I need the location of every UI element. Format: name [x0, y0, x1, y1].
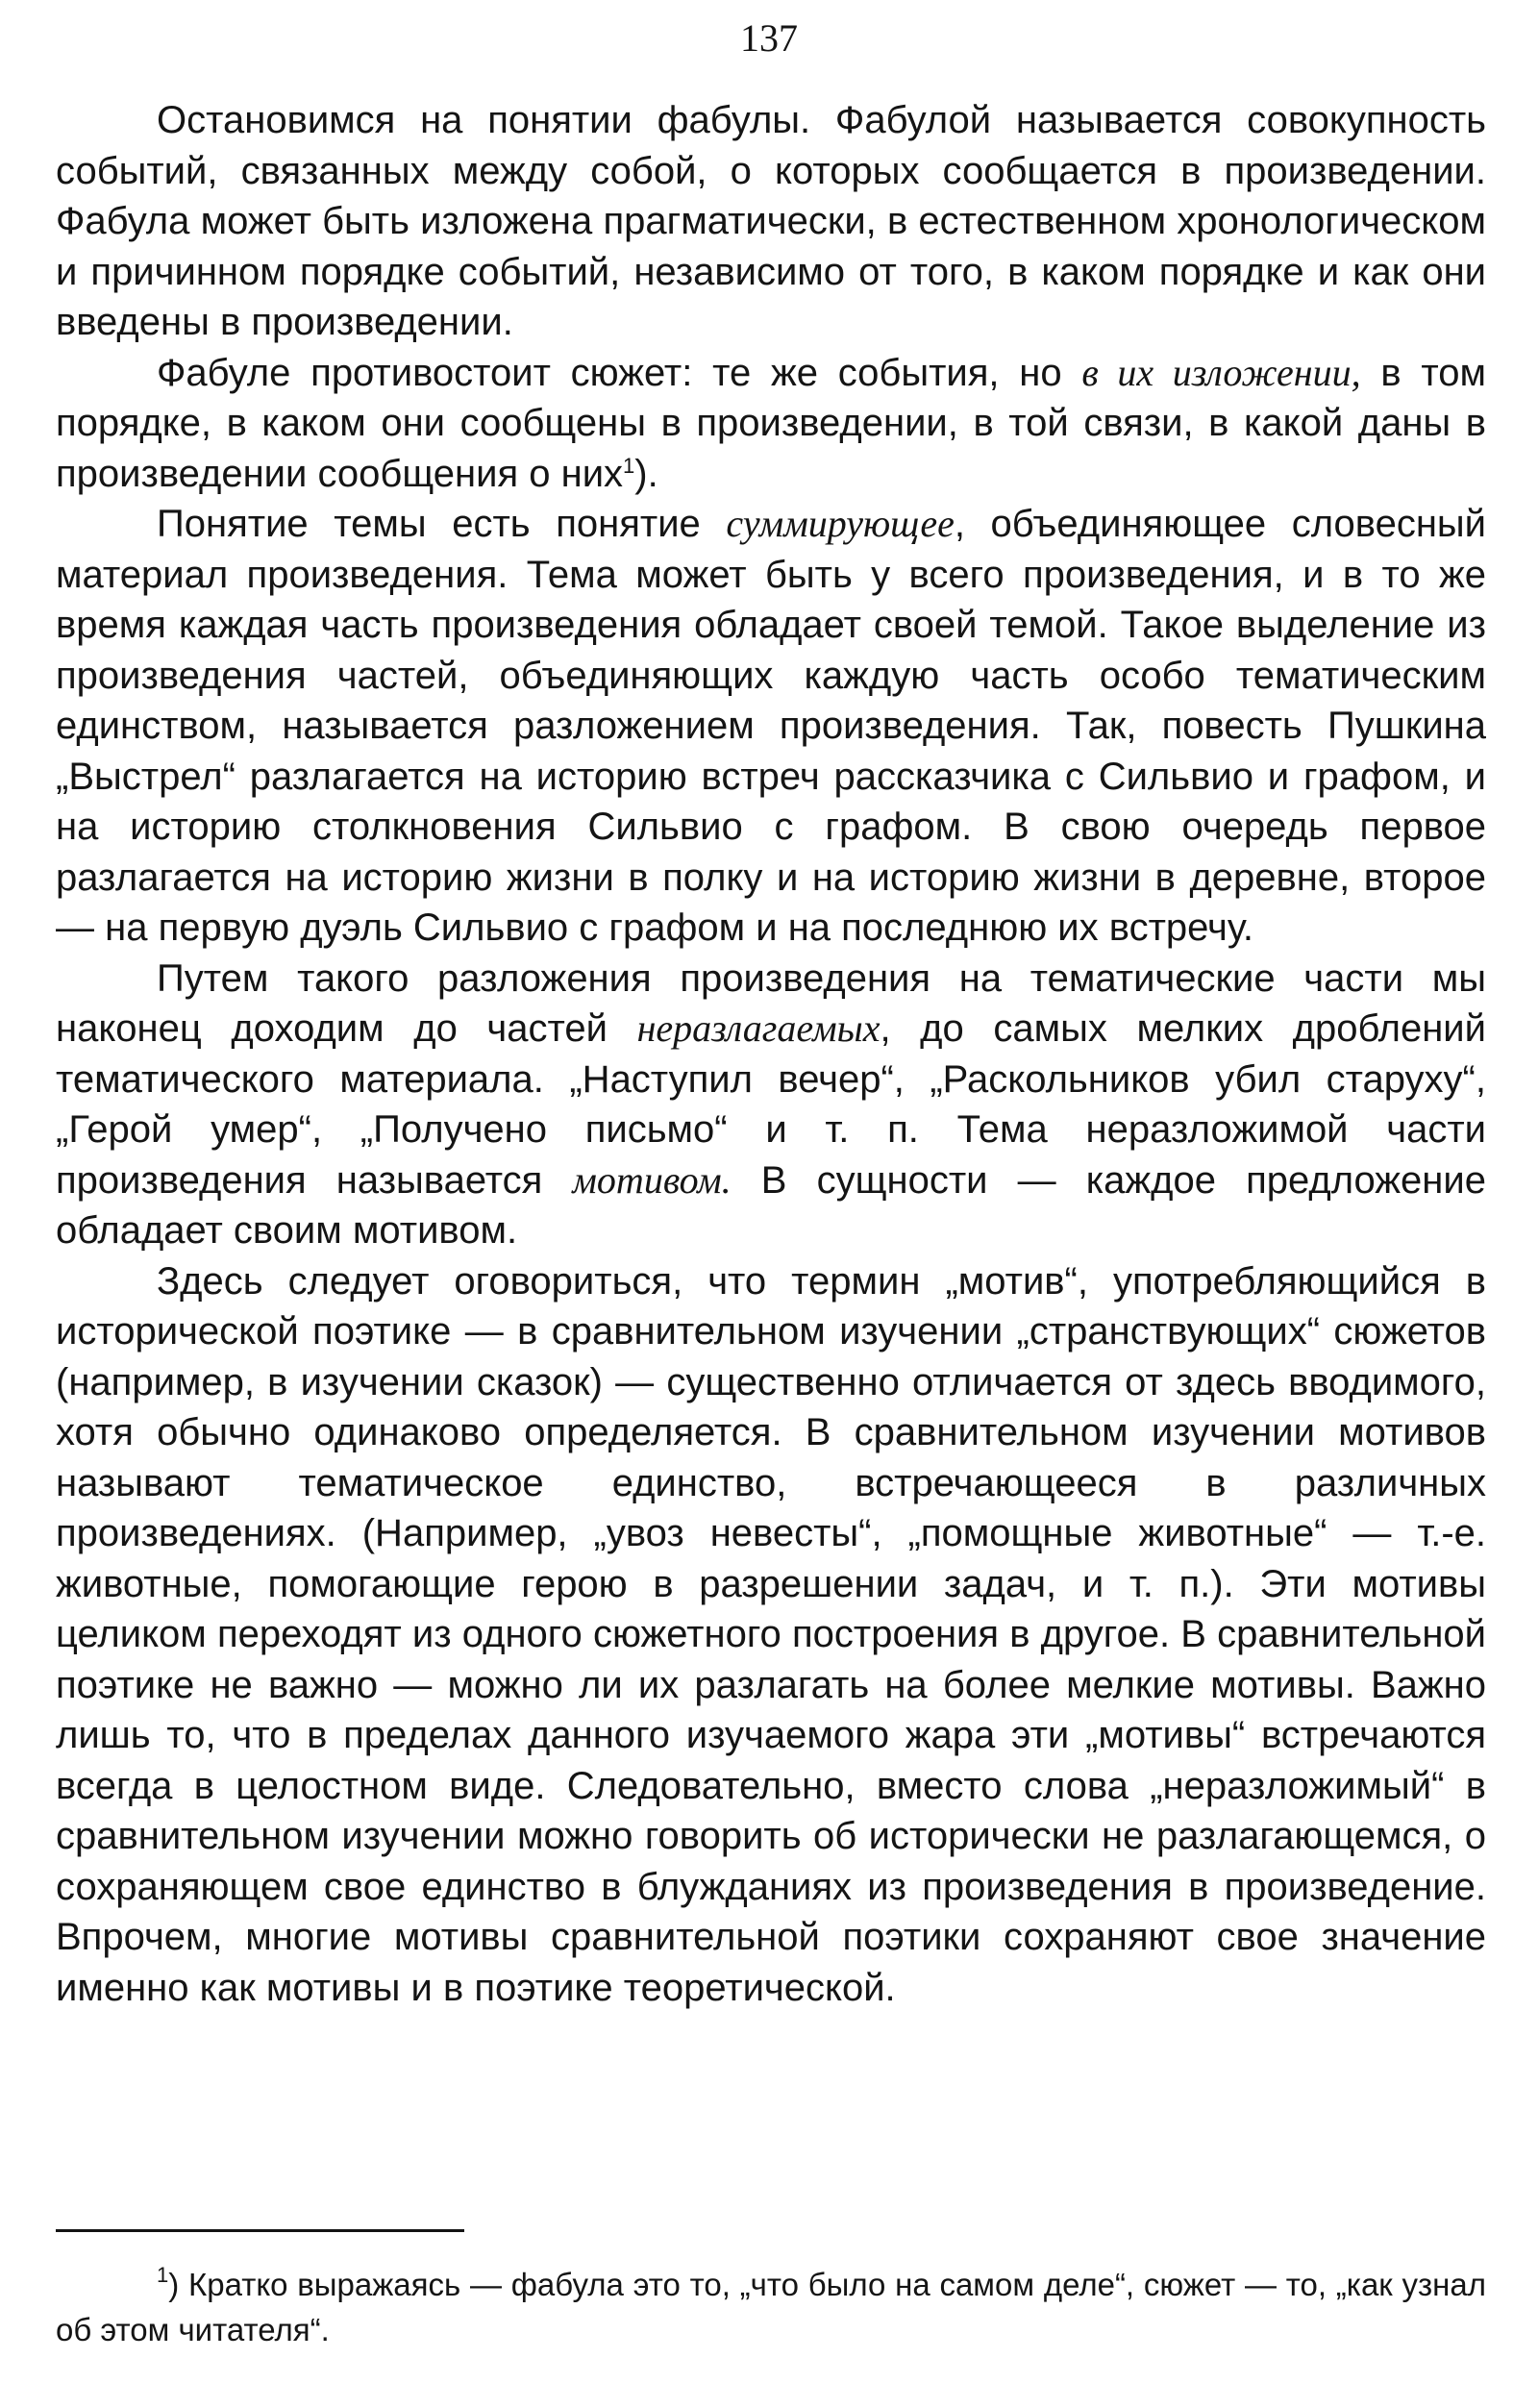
footnote-text: ) Кратко выражаясь — фабула это то, „что было на самом деле“, сюжет — то, „как узнал об этом читателя“.: [56, 2267, 1486, 2347]
footnote-reference[interactable]: 1: [623, 453, 635, 478]
main-text: [56, 95, 1486, 2013]
paragraph-tema: Понятие темы есть понятие суммирующее, объединяющее словесный материал произведения. Тема может быть у всего произведения, и в то же время каждая часть произведения обладает своей темой. Такое выделение из произведения частей, объединяющих каждую часть особо тематическим единством, называется разложением произведения. Так, повесть Пушкина „Выстрел“ разлагается на историю встреч рассказчика с Сильвио и графом, и на историю столкновения Сильвио с графом. В свою очередь первое разлагается на историю жизни в полку и на историю жизни в деревне, второе — на первую дуэль Сильвио с графом и на последнюю их встречу.: [56, 502, 1487, 949]
paragraph-motiv: Путем такого разложения произведения на тематические части мы наконец доходим до частей неразлагаемых, до самых мелких дроблений тематического материала. „Наступил вечер“, „Раскольников убил старуху“, „Герой умер“, „Получено письмо“ и т. п. Тема неразложимой части произведения называется мотивом. В сущности — каждое предложение обладает своим мотивом.: [56, 956, 1486, 1252]
footnote-divider: [56, 2229, 464, 2232]
footnote: [56, 2262, 1486, 2352]
emphasis-text: мотивом.: [572, 1157, 732, 1202]
emphasis-text: суммирующее: [726, 502, 955, 545]
footnote-marker: 1: [157, 2263, 169, 2287]
page-number: 137: [740, 16, 798, 60]
paragraph-comparative: Здесь следует оговориться, что термин „мотив“, употребляющийся в исторической поэтике — в сравнительном изучении „странствующих“ сюжетов (например, в изучении сказок) — существенно отличается от здесь вводимого, хотя обычно одинаково определяется. В сравнительном изучении мотивов называют тематическое единство, встречающееся в различных произведениях. (Например, „увоз невесты“, „помощные животные“ — т.-е. животные, помогающие герою в разрешении задач, и т. п.). Эти мотивы целиком переходят из одного сюжетного построения в другое. В сравнительной поэтике не важно — можно ли их разлагать на более мелкие мотивы. Важно лишь то, что в пределах данного изучаемого жара эти „мотивы“ встречаются всегда в целостном виде. Следовательно, вместо слова „неразложимый“ в сравнительном изучении можно говорить об исторически не разлагающемся, о сохраняющем свое единство в блужданиях из произведения в произведение. Впрочем, многие мотивы сравнительной поэтики сохраняют свое значение именно как мотивы и в поэтике теоретической.: [56, 1259, 1486, 2009]
paragraph-fabula: Остановимся на понятии фабулы. Фабулой называется совокупность событий, связанных между собой, о которых сообщается в произведении. Фабула может быть изложена прагматически, в естественном хронологическом и причинном порядке событий, независимо от того, в каком порядке и как они введены в произведении.: [56, 99, 1486, 343]
emphasis-text: в их изложении,: [1081, 350, 1361, 394]
paragraph-syuzhet: Фабуле противостоит сюжет: те же события, но в их изложении, в том порядке, в каком они сообщены в произведении, в той связи, в какой даны в произведении сообщения о них$^1$).: [56, 350, 1487, 495]
emphasis-text: неразлагаемых: [636, 1006, 881, 1050]
